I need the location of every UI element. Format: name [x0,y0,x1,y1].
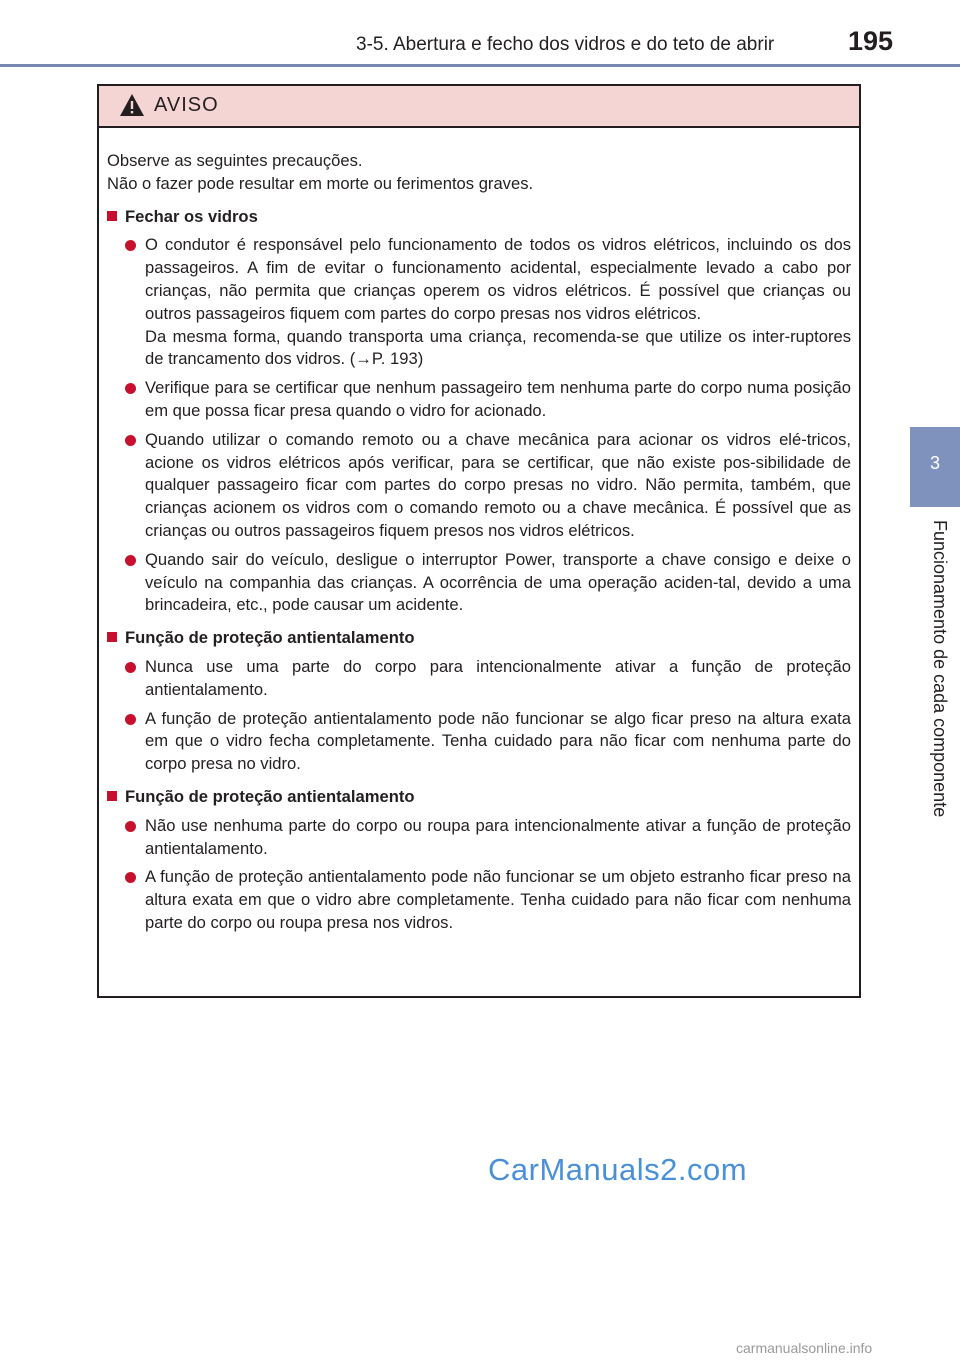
list-item [107,377,851,423]
list-item [107,815,851,861]
warning-box [97,84,861,998]
section-heading [107,786,851,809]
list-item-text: Verifique para se certificar que nenhum passageiro tem nenhuma parte do corpo numa posição em que possa ficar presa quando o vidro for acionado. [145,378,851,420]
round-bullet-icon [125,240,136,251]
section-title: 3-5. Abertura e fecho dos vidros e do teto de abrir [356,34,775,55]
list-item [107,429,851,543]
intro-line: Observe as seguintes precauções. [107,151,363,170]
round-bullet-icon [125,555,136,566]
list-item [107,708,851,776]
warning-triangle-icon [119,93,145,117]
list-item-text: Nunca use uma parte do corpo para intencionalmente ativar a função de proteção antientalamento. [145,656,851,699]
round-bullet-icon [125,435,136,446]
page-number: 195 [848,26,894,56]
list-item [107,234,851,371]
list-item [107,866,851,934]
list-item-text: Quando utilizar o comando remoto ou a chave mecânica para acionar os vidros elé-tricos, acione os vidros elétricos após verificar, para se certificar, que não existe pos-sibilidade de qualquer passageiro ficar com partes do corpo presas no vidro. Não permita, também, que crianças acionem os vidros com o comando remoto ou a chave mecânica. É possível que as crianças ou outros passageiros fiquem presos nos vidros elétricos. [145,429,851,540]
chapter-label: Funcionamento de cada componente [930,520,950,818]
round-bullet-icon [125,821,136,832]
list-item-text: Quando sair do veículo, desligue o interruptor Power, transporte a chave consigo e deixe o veículo na companhia das crianças. A ocorrência de uma operação aciden-tal, devido a uma brincadeira, etc., pode causar um acidente. [145,549,851,615]
list-item-text: Da mesma forma, quando transporta uma criança, recomenda-se que utilize os inter-ruptores de trancamento dos vidros. (→P. 193) [145,326,851,369]
warning-header [99,86,859,128]
section-heading [107,627,851,650]
warning-body [99,128,859,935]
header-rule [0,64,960,67]
round-bullet-icon [125,383,136,394]
list-item-text: O condutor é responsável pelo funcionamento de todos os vidros elétricos, incluindo os dos passageiros. A fim de evitar o funcionamento acidental, especialmente levado a cabo por crianças, não permita que crianças operem os vidros elétricos. É possível que crianças ou outros passageiros fiquem com partes do corpo presas nos vidros elétricos. [145,235,851,323]
footer-watermark: carmanualsonline.info [736,1340,873,1356]
section-heading-text: Função de proteção antientalamento [125,628,415,648]
square-bullet-icon [107,211,117,221]
list-item [107,656,851,702]
list-item-text: A função de proteção antientalamento pode não funcionar se um objeto estranho ficar preso na altura exata em que o vidro abre completamente. Tenha cuidado para não ficar com nenhuma parte do corpo ou roupa presa nos vidros. [145,867,851,932]
warning-intro [107,150,851,196]
round-bullet-icon [125,662,136,673]
intro-line: Não o fazer pode resultar em morte ou ferimentos graves. [107,173,534,193]
warning-title: AVISO [154,94,219,116]
section-heading-text: Fechar os vidros [125,206,258,226]
page-header [0,0,960,66]
square-bullet-icon [107,791,117,801]
round-bullet-icon [125,714,136,725]
list-item-text: Não use nenhuma parte do corpo ou roupa para intencionalmente ativar a função de proteção antientalamento. [145,815,851,858]
watermark-logo: CarManuals2.com [488,1152,748,1187]
section-heading [107,206,851,229]
section-heading-text: Função de proteção antientalamento [125,786,415,806]
list-item-text: A função de proteção antientalamento pode não funcionar se algo ficar preso na altura exata em que o vidro fecha completamente. Tenha cuidado para não ficar com nenhuma parte do corpo presa no vidro. [145,708,851,774]
chapter-tab: 3 [910,427,960,507]
round-bullet-icon [125,872,136,883]
list-item [107,549,851,617]
square-bullet-icon [107,632,117,642]
